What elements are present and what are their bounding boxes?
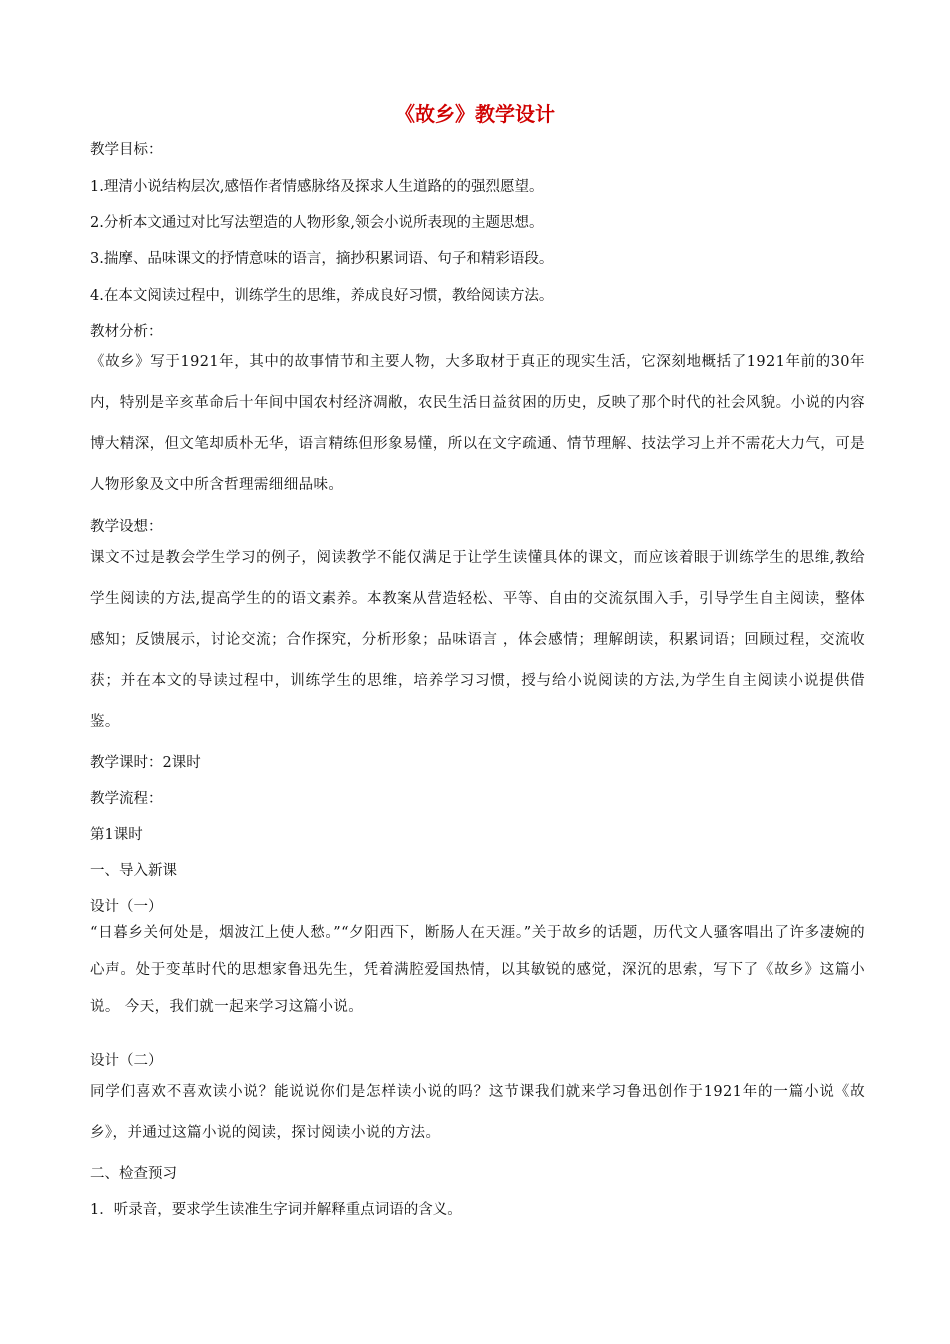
section-heading: 一、导入新课 (90, 863, 177, 879)
design1-paragraph: “日暮乡关何处是，烟波江上使人愁。”“夕阳西下，断肠人在天涯。”关于故乡的话题，历代文人骚客唱出了许多凄婉的心声。处于变革时代的思想家鲁迅先生，凭着满腔爱国热情，以其敏锐的感觉，深沉的思索，写下了《故乡》这篇小说。 今天，我们就一起来学习这篇小说。 (90, 925, 865, 1015)
material-paragraph: 《故乡》写于1921年，其中的故事情节和主要人物，大多取材于真正的现实生活，它深刻地概括了1921年前的30年内，特别是辛亥革命后十年间中国农村经济凋敝，农民生活日益贫困的历史，反映了那个时代的社会风貌。小说的内容博大精深，但文笔却质朴无华，语言精练但形象易懂，所以在文字疏通、情节理解、技法学习上并不需花大力气，可是人物形象及文中所含哲理需细细品味。 (90, 354, 865, 493)
design2-paragraph: 同学们喜欢不喜欢读小说？能说说你们是怎样读小说的吗？这节课我们就来学习鲁迅创作于1921年的一篇小说《故乡》，并通过这篇小说的阅读，探讨阅读小说的方法。 (90, 1084, 865, 1141)
idea-paragraph: 课文不过是教会学生学习的例子，阅读教学不能仅满足于让学生读懂具体的课文，而应该着眼于训练学生的思维,教给学生阅读的方法,提高学生的的语文素养。本教案从营造轻松、平等、自由的交流氛围入手，引导学生自主阅读，整体感知；反馈展示，讨论交流；合作探究，分析形象；品味语言 ，体会感情；理解朗读，积累词语；回顾过程，交流收获；并在本文的导读过程中，训练学生的思维，培养学习习惯，授与给小说阅读的方法,为学生自主阅读小说提供借鉴。 (90, 550, 865, 730)
document-title: 《故乡》教学设计 (395, 102, 555, 126)
process-heading: 教学流程： (90, 791, 163, 807)
teaching-hours: 教学课时：2课时 (90, 755, 201, 771)
goal-item: 2.分析本文通过对比写法塑造的人物形象,领会小说所表现的主题思想。 (90, 215, 544, 231)
lesson-title: 第1课时 (90, 827, 143, 843)
material-heading: 教材分析： (90, 324, 163, 340)
goal-item: 3.揣摩、品味课文的抒情意味的语言，摘抄积累词语、句子和精彩语段。 (90, 251, 554, 267)
preview-item: 1．听录音，要求学生读准生字词并解释重点词语的含义。 (90, 1202, 462, 1218)
goal-item: 4.在本文阅读过程中，训练学生的思维，养成良好习惯，教给阅读方法。 (90, 288, 554, 304)
design-heading: 设计（一） (90, 899, 163, 915)
design-heading: 设计（二） (90, 1053, 163, 1069)
idea-heading: 教学设想： (90, 519, 163, 535)
goal-item: 1.理清小说结构层次,感悟作者情感脉络及探求人生道路的的强烈愿望。 (90, 179, 544, 195)
section-heading: 二、检查预习 (90, 1166, 177, 1182)
goals-heading: 教学目标： (90, 142, 163, 158)
